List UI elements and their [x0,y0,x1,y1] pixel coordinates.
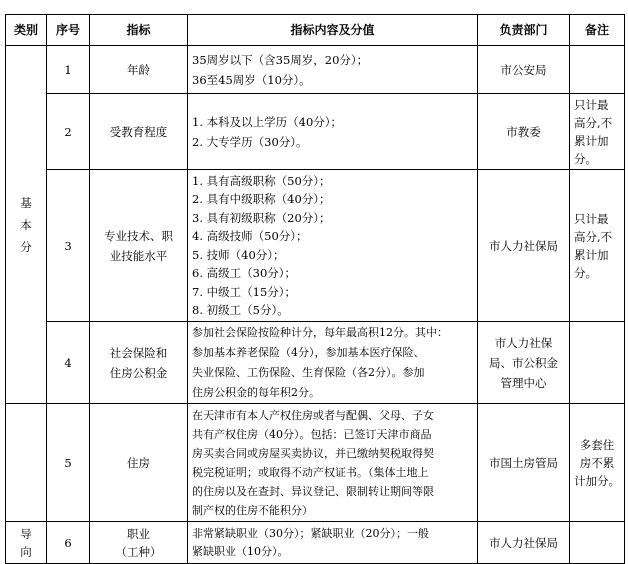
note-cell: 只计最 高分,不 累计加 分。 [570,170,625,322]
row-number: 6 [47,522,90,564]
table-row [6,94,625,170]
content-cell: 35周岁以下（含35周岁，20分）； 36至45周岁（10分）。 [188,46,478,94]
note-cell [570,46,625,94]
content-cell: 参加社会保险按险种计分，每年最高积12分。其中： 参加基本养老保险（4分），参加基本医疗保险、 失业保险、工伤保险、生育保险（各2分）。参加 住房公积金的每年积2分。 [188,322,478,404]
note-cell [570,522,625,564]
row-number: 5 [47,404,90,522]
note-cell: 多套住 房不累 计加分。 [570,404,625,522]
header-row [6,15,625,46]
department-cell: 市教委 [478,94,570,170]
department-cell: 市国土房管局 [478,404,570,522]
note-cell [570,322,625,404]
indicator-cell: 职业 （工种） [90,522,188,564]
content-cell: 非常紧缺职业（30分）；紧缺职业（20分）；一般 紧缺职业（10分）。 [188,522,478,564]
header-note: 备注 [570,15,625,46]
content-cell: 在天津市有本人产权住房或者与配偶、父母、子女 共有产权住房（40分）。包括：已签订天津市商品 房买卖合同或房屋买卖协议，并已缴纳契税取得契 税完税证明；或取得不动产权证书。（集体土地上 的住房以及在查封、异议登记、限制转让期间等限 制产权的住房不能积分） [188,404,478,522]
header-number: 序号 [47,15,90,46]
header-content: 指标内容及分值 [188,15,478,46]
table-row [6,46,625,94]
category-blank [6,404,47,522]
content-cell: 1. 本科及以上学历（40分）； 2. 大专学历（30分）。 [188,94,478,170]
indicator-cell: 专业技术、职 业技能水平 [90,170,188,322]
score-table [5,14,625,564]
content-cell: 1. 具有高级职称（50分）； 2. 具有中级职称（40分）； 3. 具有初级职称（20分）； 4. 高级技师（50分）； 5. 技师（40分）； 6. 高级工（30分）； 7. 中级工（15分）； 8. 初级工（5分）。 [188,170,478,322]
row-number: 1 [47,46,90,94]
department-cell: 市人力社保 局、市公积金 管理中心 [478,322,570,404]
indicator-cell: 年龄 [90,46,188,94]
row-number: 3 [47,170,90,322]
indicator-cell: 受教育程度 [90,94,188,170]
row-number: 4 [47,322,90,404]
row-number: 2 [47,94,90,170]
department-cell: 市人力社保局 [478,170,570,322]
table-row [6,322,625,404]
table-row [6,522,625,564]
header-department: 负责部门 [478,15,570,46]
table-row [6,404,625,522]
category-basic: 基 本 分 [6,46,47,404]
note-cell: 只计最 高分,不 累计加 分。 [570,94,625,170]
category-guide: 导 向 [6,522,47,564]
department-cell: 市公安局 [478,46,570,94]
indicator-cell: 住房 [90,404,188,522]
header-indicator: 指标 [90,15,188,46]
indicator-cell: 社会保险和 住房公积金 [90,322,188,404]
table-row [6,170,625,322]
department-cell: 市人力社保局 [478,522,570,564]
header-category: 类别 [6,15,47,46]
